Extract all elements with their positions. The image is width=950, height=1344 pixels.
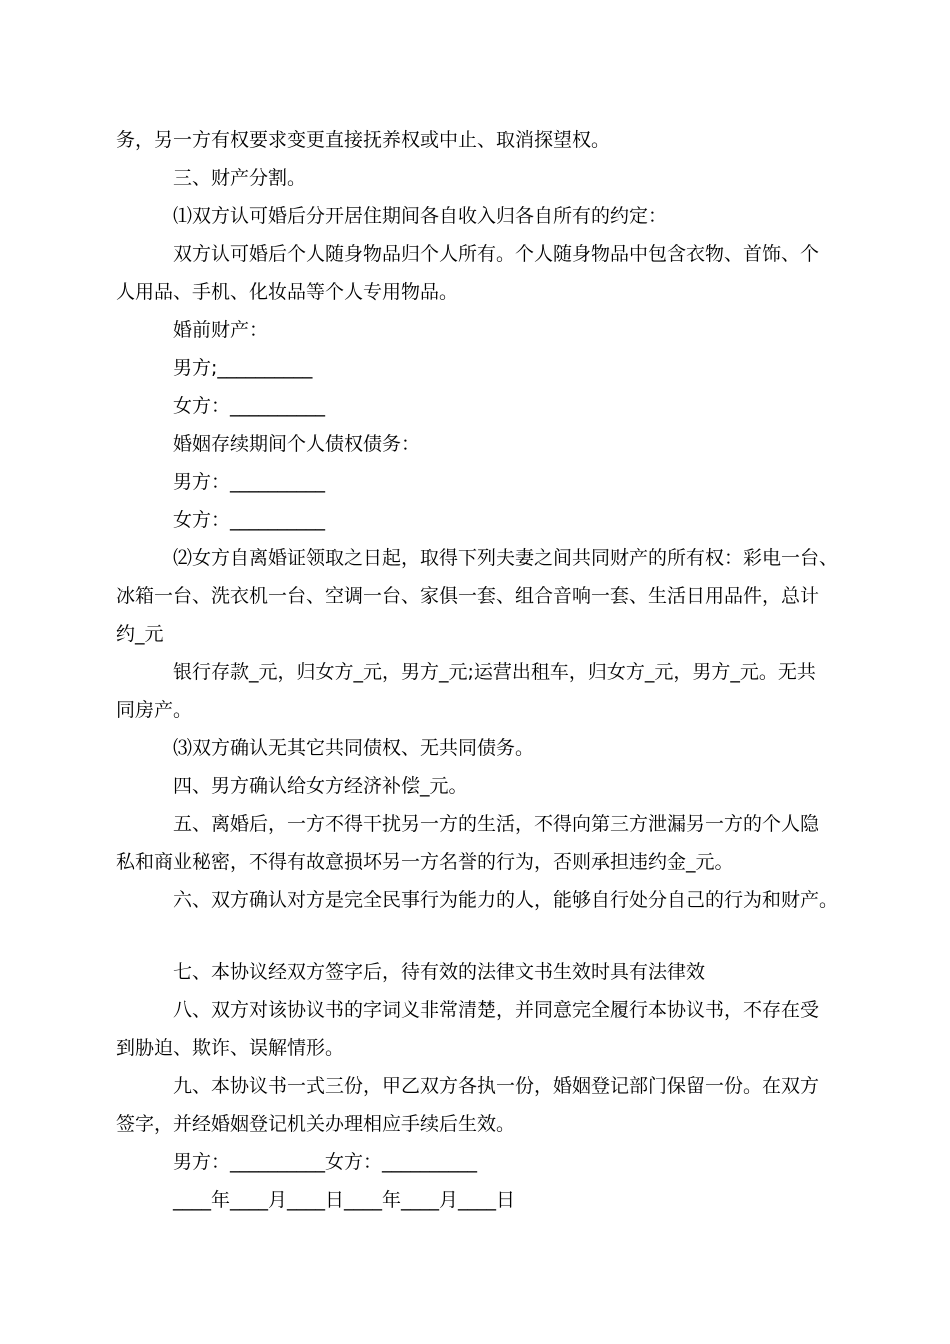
paragraph-line: 约_元 — [116, 623, 164, 645]
paragraph-line: 签字，并经婚姻登记机关办理相应手续后生效。 — [116, 1113, 516, 1135]
paragraph-line: 七、本协议经双方签字后，待有效的法律文书生效时具有法律效 — [173, 961, 706, 983]
blank-field-line: 男方：__________ — [173, 471, 326, 493]
paragraph-line: 人用品、手机、化妆品等个人专用物品。 — [116, 281, 459, 303]
paragraph-line: 婚姻存续期间个人债权债务： — [173, 433, 421, 455]
blank-field-line: 男方;__________ — [173, 357, 313, 379]
paragraph-line: 冰箱一台、洗衣机一台、空调一台、家俱一套、组合音响一套、生活日用品件，总计 — [116, 585, 820, 607]
signature-line: 男方：__________女方：__________ — [173, 1151, 478, 1173]
paragraph-line: 同房产。 — [116, 699, 193, 721]
section-heading-compensation: 四、男方确认给女方经济补偿_元。 — [173, 775, 468, 797]
paragraph-line: ⑵女方自离婚证领取之日起，取得下列夫妻之间共同财产的所有权：彩电一台、 — [173, 547, 839, 569]
paragraph-line: 务，另一方有权要求变更直接抚养权或中止、取消探望权。 — [116, 129, 611, 151]
paragraph-line: 私和商业秘密，不得有故意损坏另一方名誉的行为，否则承担违约金_元。 — [116, 851, 734, 873]
paragraph-line: ⑶双方确认无其它共同债权、无共同债务。 — [173, 737, 535, 759]
blank-field-line: 女方：__________ — [173, 395, 326, 417]
paragraph-line: 婚前财产： — [173, 319, 269, 341]
paragraph-line: 五、离婚后，一方不得干扰另一方的生活，不得向第三方泄漏另一方的个人隐 — [173, 813, 820, 835]
paragraph-line: 银行存款_元，归女方_元，男方_元;运营出租车，归女方_元，男方_元。无共 — [173, 661, 816, 683]
paragraph-line: 九、本协议书一式三份，甲乙双方各执一份，婚姻登记部门保留一份。在双方 — [173, 1075, 820, 1097]
paragraph-line: 八、双方对该协议书的字词义非常清楚，并同意完全履行本协议书，不存在受 — [173, 999, 820, 1021]
paragraph-line: 双方认可婚后个人随身物品归个人所有。个人随身物品中包含衣物、首饰、个 — [173, 243, 820, 265]
date-line: ____年____月____日____年____月____日 — [173, 1189, 516, 1211]
blank-field-line: 女方：__________ — [173, 509, 326, 531]
paragraph-line: ⑴双方认可婚后分开居住期间各自收入归各自所有的约定： — [173, 205, 668, 227]
section-heading-property: 三、财产分割。 — [173, 167, 307, 189]
paragraph-line: 到胁迫、欺诈、误解情形。 — [116, 1037, 345, 1059]
paragraph-line: 六、双方确认对方是完全民事行为能力的人，能够自行处分自己的行为和财产。 — [173, 889, 839, 911]
